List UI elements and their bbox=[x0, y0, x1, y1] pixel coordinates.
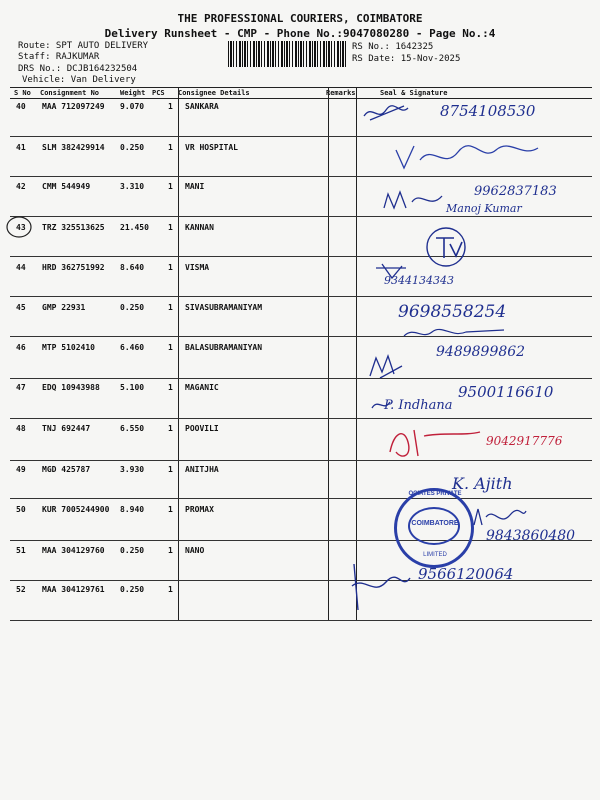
row-consignee: MAGANIC bbox=[185, 383, 219, 392]
row-weight: 8.940 bbox=[120, 505, 145, 514]
circle-mark-43 bbox=[4, 214, 34, 240]
row-sno: 40 bbox=[16, 102, 26, 111]
row-pcs: 1 bbox=[168, 343, 173, 352]
handwritten-name-49: K. Ajith bbox=[452, 474, 513, 493]
signature-scribble-50 bbox=[470, 505, 530, 529]
handwritten-phone-51: 9566120064 bbox=[418, 565, 514, 583]
row-consignment: MAA 304129761 bbox=[42, 585, 105, 594]
handwritten-phone-45: 9698558254 bbox=[398, 302, 507, 322]
handwritten-phone-50: 9843860480 bbox=[486, 528, 576, 544]
signature-scribble-41 bbox=[392, 140, 542, 176]
table-bottom-border bbox=[10, 620, 592, 621]
col-header-pcs: PCS bbox=[152, 89, 165, 97]
row-consignment: GMP 22931 bbox=[42, 303, 86, 312]
row-sno: 44 bbox=[16, 263, 26, 272]
row-sno: 46 bbox=[16, 343, 26, 352]
row-weight: 5.100 bbox=[120, 383, 145, 392]
row-separator bbox=[10, 460, 592, 461]
row-consignment: HRD 362751992 bbox=[42, 263, 105, 272]
row-sno: 47 bbox=[16, 383, 26, 392]
signature-scribble-46 bbox=[366, 352, 406, 380]
row-weight: 6.550 bbox=[120, 424, 145, 433]
row-sno: 45 bbox=[16, 303, 26, 312]
row-consignment: TNJ 692447 bbox=[42, 424, 91, 433]
row-weight: 9.070 bbox=[120, 102, 145, 111]
row-consignment: MAA 304129760 bbox=[42, 546, 105, 555]
col-header-consignment: Consignment No bbox=[40, 89, 100, 97]
row-weight: 0.250 bbox=[120, 585, 145, 594]
row-consignee: BALASUBRAMANIYAN bbox=[185, 343, 263, 352]
col-header-sno: S No bbox=[14, 89, 31, 97]
col-header-seal: Seal & Signature bbox=[380, 89, 448, 97]
rs-date: RS Date: 15-Nov-2025 bbox=[352, 54, 461, 64]
row-pcs: 1 bbox=[168, 383, 173, 392]
vehicle-text: Vehicle: Van Delivery bbox=[22, 75, 136, 85]
handwritten-phone-46: 9489899862 bbox=[436, 344, 526, 360]
row-sno: 50 bbox=[16, 505, 26, 514]
row-separator bbox=[10, 176, 592, 177]
row-weight: 3.310 bbox=[120, 182, 145, 191]
row-pcs: 1 bbox=[168, 585, 173, 594]
rs-number: RS No.: 1642325 bbox=[352, 42, 434, 52]
handwritten-phone-42: 9962837183 bbox=[474, 184, 557, 199]
row-separator bbox=[10, 216, 592, 217]
row-consignment: MAA 712097249 bbox=[42, 102, 105, 111]
row-consignee: ANITJHA bbox=[185, 465, 219, 474]
row-weight: 6.460 bbox=[120, 343, 145, 352]
row-separator bbox=[10, 378, 592, 379]
row-sno: 51 bbox=[16, 546, 26, 555]
handwritten-phone-44: 9344134343 bbox=[384, 274, 454, 287]
row-separator bbox=[10, 418, 592, 419]
row-consignee: PROMAX bbox=[185, 505, 214, 514]
row-weight: 3.930 bbox=[120, 465, 145, 474]
row-sno: 41 bbox=[16, 143, 26, 152]
row-pcs: 1 bbox=[168, 143, 173, 152]
row-weight: 21.450 bbox=[120, 223, 149, 232]
barcode-image bbox=[228, 41, 346, 67]
row-consignment: CMM 544949 bbox=[42, 182, 91, 191]
row-sno: 42 bbox=[16, 182, 26, 191]
row-pcs: 1 bbox=[168, 424, 173, 433]
row-pcs: 1 bbox=[168, 263, 173, 272]
row-sno: 49 bbox=[16, 465, 26, 474]
row-pcs: 1 bbox=[168, 102, 173, 111]
handwritten-name-47: P. Indhana bbox=[384, 398, 453, 413]
table-top-border bbox=[10, 87, 592, 88]
signature-scribble-43 bbox=[420, 222, 472, 272]
row-pcs: 1 bbox=[168, 303, 173, 312]
signature-scribble-45 bbox=[400, 322, 510, 344]
handwritten-phone-48: 9042917776 bbox=[486, 434, 563, 448]
row-pcs: 1 bbox=[168, 182, 173, 191]
row-consignment: SLM 382429914 bbox=[42, 143, 105, 152]
row-weight: 0.250 bbox=[120, 303, 145, 312]
row-pcs: 1 bbox=[168, 223, 173, 232]
row-sno: 48 bbox=[16, 424, 26, 433]
row-sno: 52 bbox=[16, 585, 26, 594]
row-weight: 0.250 bbox=[120, 546, 145, 555]
table-header-border bbox=[10, 98, 592, 99]
row-sno: 43 bbox=[16, 223, 26, 232]
row-consignee: MANI bbox=[185, 182, 205, 191]
row-consignment: KUR 7005244900 bbox=[42, 505, 110, 514]
staff-text: Staff: RAJKUMAR bbox=[18, 52, 100, 62]
stamp-city-text: COIMBATORE bbox=[411, 520, 459, 527]
row-consignee: SANKARA bbox=[185, 102, 219, 111]
company-title: THE PROFESSIONAL COURIERS, COIMBATORE bbox=[177, 12, 423, 25]
signature-scribble-51 bbox=[344, 560, 414, 616]
row-consignee: POOVILI bbox=[185, 424, 219, 433]
col-header-remarks: Remarks bbox=[326, 89, 356, 97]
handwritten-name-42: Manoj Kumar bbox=[446, 202, 522, 215]
route-text: Route: SPT AUTO DELIVERY bbox=[18, 41, 149, 51]
row-separator bbox=[10, 498, 592, 499]
row-consignee: NANO bbox=[185, 546, 205, 555]
signature-scribble-42 bbox=[380, 186, 450, 216]
row-consignment: EDQ 10943988 bbox=[42, 383, 100, 392]
row-consignee: SIVASUBRAMANIYAM bbox=[185, 303, 263, 312]
row-consignment: MGD 425787 bbox=[42, 465, 91, 474]
row-pcs: 1 bbox=[168, 465, 173, 474]
row-consignee: KANNAN bbox=[185, 223, 214, 232]
signature-scribble-48 bbox=[384, 422, 484, 462]
row-weight: 8.640 bbox=[120, 263, 145, 272]
runsheet-title: Delivery Runsheet - CMP - Phone No.:9047080280 - Page No.:4 bbox=[104, 27, 496, 40]
drs-text: DRS No.: DCJB164232504 bbox=[18, 64, 138, 74]
stamp-bottom-text: LIMITED bbox=[423, 552, 447, 558]
row-separator bbox=[10, 256, 592, 257]
row-consignment: MTP 5102410 bbox=[42, 343, 95, 352]
row-separator bbox=[10, 296, 592, 297]
row-consignment: TRZ 325513625 bbox=[42, 223, 105, 232]
row-separator bbox=[10, 136, 592, 137]
stamp-top-text: OCIATES PRIVATE bbox=[408, 491, 462, 497]
handwritten-phone-47: 9500116610 bbox=[458, 383, 554, 401]
row-pcs: 1 bbox=[168, 546, 173, 555]
row-consignee: VISMA bbox=[185, 263, 210, 272]
row-weight: 0.250 bbox=[120, 143, 145, 152]
col-header-weight: Weight bbox=[120, 89, 146, 97]
row-consignee: VR HOSPITAL bbox=[185, 143, 238, 152]
handwritten-phone-40: 8754108530 bbox=[440, 102, 536, 120]
col-header-consignee: Consignee Details bbox=[178, 89, 250, 97]
signature-scribble-40 bbox=[360, 102, 430, 124]
row-pcs: 1 bbox=[168, 505, 173, 514]
